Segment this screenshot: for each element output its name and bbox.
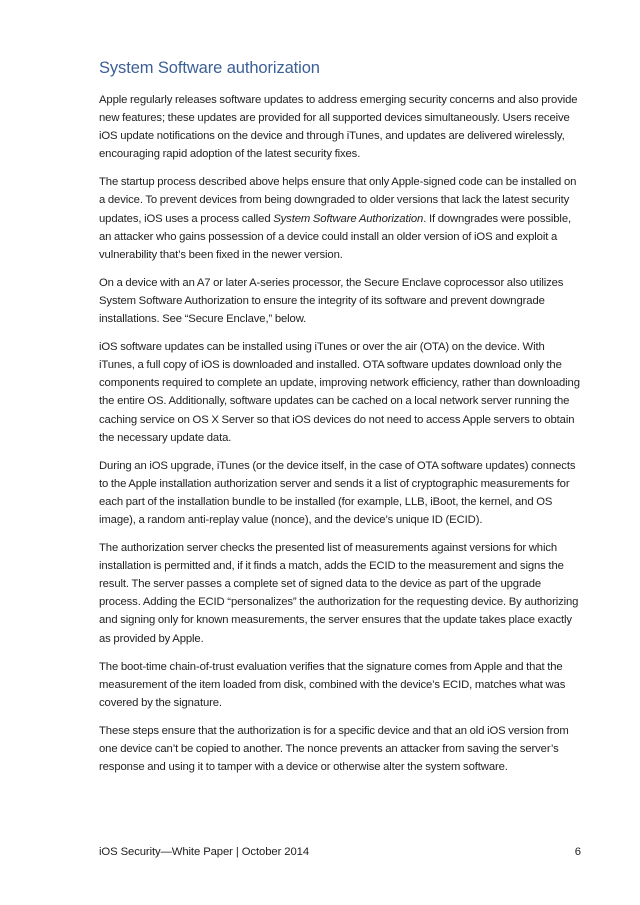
paragraph-downgrade-prevention — [99, 173, 581, 263]
paragraph-updates-intro: Apple regularly releases software updates to address emerging security concerns and also provide new features; these updates are provided for all supported devices simultaneously. Users receive iOS update notifications on the device and through iTunes, and updates are delivered wirelessly, encouraging rapid adoption of the latest security fixes. — [99, 94, 578, 161]
section-title: System Software authorization — [99, 59, 320, 77]
paragraph-secure-enclave: On a device with an A7 or later A-series processor, the Secure Enclave coprocessor also utilizes System Software Authorization to ensure the integrity of its software and prevent downgrade installations. See “Secure Enclave,” below. — [99, 276, 564, 326]
emphasized-term: System Software Authorization — [273, 212, 424, 225]
paragraph-upgrade-process: During an iOS upgrade, iTunes (or the device itself, in the case of OTA software updates) connects to the Apple installation authorization server and sends it a list of cryptographic measurements for each part of the installation bundle to be installed (for example, LLB, iBoot, the kernel, and OS image), a random anti-replay value (nonce), and the device’s unique ID (ECID). — [99, 459, 576, 526]
paragraph-text-before: The startup process described above helps ensure that only Apple-signed code can be installed on a device. To prevent devices from being downgraded to older versions that lack the latest security updates, iOS uses a process called — [99, 176, 577, 225]
paragraph-nonce: These steps ensure that the authorization is for a specific device and that an old iOS version from one device can’t be copied to another. The nonce prevents an attacker from saving the server’s response and using it to tamper with a device or otherwise alter the system software. — [99, 724, 569, 774]
paragraph-chain-of-trust: The boot-time chain-of-trust evaluation verifies that the signature comes from Apple and that the measurement of the item loaded from disk, combined with the device’s ECID, matches what was covered by the signature. — [99, 660, 566, 709]
paragraph-text-after: . If downgrades were possible, an attacker who gains possession of a device could install an older version of iOS and exploit a vulnerability that’s been fixed in the newer version. — [99, 212, 571, 261]
footer-document-title: iOS Security—White Paper | October 2014 — [99, 846, 310, 858]
paragraph-authorization-server: The authorization server checks the presented list of measurements against versions for which installation is permitted and, if it finds a match, adds the ECID to the measurement and signs the result. The server passes a complete set of signed data to the device as part of the upgrade process. Adding the ECID “personalizes” the authorization for the requesting device. By authorizing and signing only for known measurements, the server ensures that the update takes place exactly as provided by Apple. — [99, 542, 579, 645]
page-number: 6 — [574, 846, 581, 858]
document-page — [99, 56, 581, 786]
paragraph-itunes-ota: iOS software updates can be installed using iTunes or over the air (OTA) on the device. With iTunes, a full copy of iOS is downloaded and installed. OTA software updates download only the components required to complete an update, improving network efficiency, rather than downloading the entire OS. Additionally, software updates can be cached on a local network server running the caching service on OS X Server so that iOS devices do not need to access Apple servers to obtain the necessary update data. — [99, 341, 580, 444]
